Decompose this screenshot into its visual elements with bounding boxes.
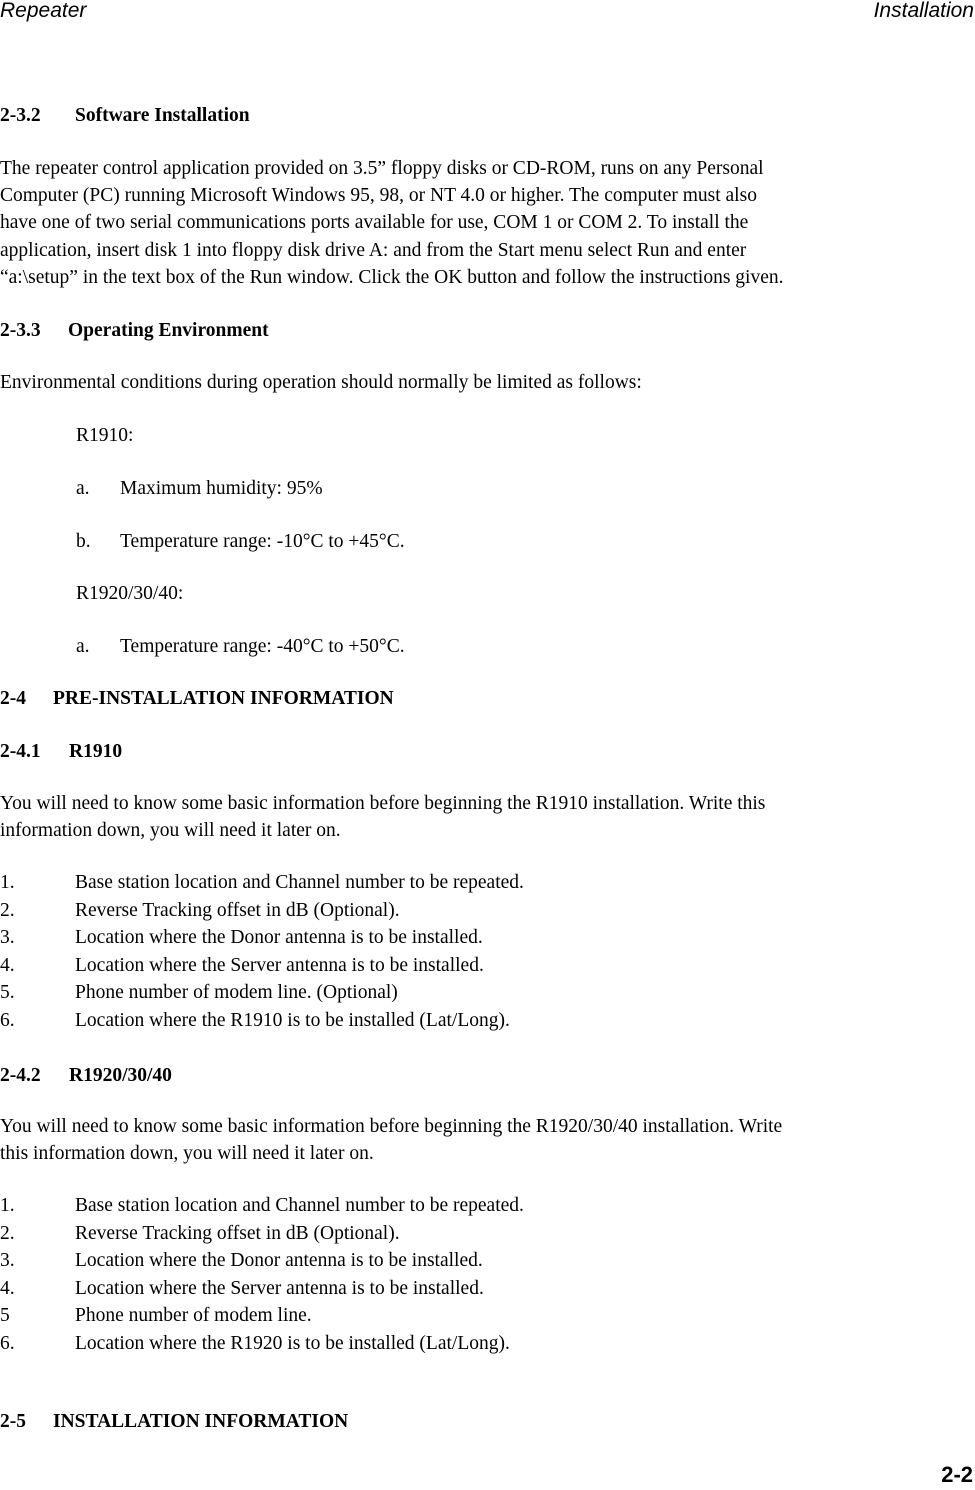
list-item: [0, 1192, 524, 1220]
paragraph-line: You will need to know some basic information before beginning the R1910 installation. Write this: [0, 793, 766, 814]
item-label: b.: [76, 531, 91, 552]
item-text: Temperature range: -40°C to +50°C.: [120, 636, 405, 657]
list-text: Reverse Tracking offset in dB (Optional).: [75, 1222, 400, 1244]
list-number: 5.: [0, 982, 15, 1003]
operating-environment-intro: Environmental conditions during operation should normally be limited as follows:: [0, 372, 642, 393]
section-title: PRE-INSTALLATION INFORMATION: [53, 688, 394, 709]
list-number: 4.: [0, 1277, 15, 1299]
r1920-info-list: [0, 1192, 524, 1357]
list-text: Reverse Tracking offset in dB (Optional).: [75, 899, 400, 921]
model-label-r1910: R1910:: [76, 425, 134, 446]
list-number: 3.: [0, 927, 15, 948]
list-item: [0, 979, 524, 1007]
section-heading-2-3-2: [0, 102, 250, 129]
list-text: Location where the Donor antenna is to be installed.: [75, 927, 483, 948]
list-number: 2.: [0, 899, 15, 921]
software-installation-paragraph: [0, 155, 965, 291]
section-heading-2-4-1: [0, 738, 122, 765]
r1920-intro-paragraph: [0, 1113, 965, 1167]
section-title: R1920/30/40: [69, 1065, 172, 1086]
section-number: 2-5: [0, 1411, 26, 1432]
list-text: Location where the R1910 is to be installed (Lat/Long).: [75, 1009, 510, 1031]
list-text: Phone number of modem line.: [75, 1305, 312, 1326]
paragraph-line: information down, you will need it later on.: [0, 820, 341, 842]
condition-item: [76, 528, 405, 555]
paragraph-line: have one of two serial communications ports available for use, COM 1 or COM 2. To install the: [0, 212, 749, 234]
list-item: [0, 952, 524, 980]
model-label-r1920: R1920/30/40:: [76, 583, 184, 604]
paragraph-line: application, insert disk 1 into floppy disk drive A: and from the Start menu select Run and enter: [0, 239, 747, 261]
section-title: Operating Environment: [68, 320, 269, 341]
list-number: 2.: [0, 1222, 15, 1244]
list-number: 3.: [0, 1250, 15, 1271]
section-title: Software Installation: [75, 105, 250, 126]
paragraph-line: You will need to know some basic information before beginning the R1920/30/40 installation. Write: [0, 1116, 783, 1137]
paragraph-line: “a:\setup” in the text box of the Run window. Click the OK button and follow the instructions given.: [0, 266, 784, 288]
list-item: [0, 897, 524, 925]
section-number: 2-4.1: [0, 741, 41, 762]
section-number: 2-3.3: [0, 320, 41, 341]
list-text: Base station location and Channel number to be repeated.: [75, 872, 524, 893]
list-text: Base station location and Channel number to be repeated.: [75, 1195, 524, 1216]
list-number: 1.: [0, 872, 15, 893]
item-text: Maximum humidity: 95%: [120, 478, 323, 499]
condition-item: [76, 633, 405, 660]
item-text: Temperature range: -10°C to +45°C.: [120, 531, 405, 552]
list-text: Location where the Donor antenna is to be installed.: [75, 1250, 483, 1271]
running-header-right: Installation: [873, 0, 974, 22]
running-header-left: Repeater: [0, 0, 87, 22]
condition-item: [76, 475, 323, 502]
section-number: 2-3.2: [0, 105, 41, 126]
section-title: R1910: [69, 741, 123, 762]
paragraph-line: this information down, you will need it later on.: [0, 1143, 374, 1165]
r1910-info-list: [0, 869, 524, 1034]
list-item: [0, 1220, 524, 1248]
section-number: 2-4: [0, 688, 26, 709]
list-item: [0, 924, 524, 952]
page-number: 2-2: [941, 1462, 973, 1487]
r1910-intro-paragraph: [0, 790, 965, 844]
section-heading-2-3-3: [0, 317, 269, 344]
list-item: [0, 869, 524, 897]
section-heading-2-4-2: [0, 1062, 172, 1089]
section-heading-2-5: [0, 1408, 348, 1435]
list-number: 6.: [0, 1009, 15, 1031]
list-item: [0, 1007, 524, 1035]
item-label: a.: [76, 478, 90, 499]
list-item: [0, 1247, 524, 1275]
list-number: 4.: [0, 954, 15, 976]
list-item: [0, 1302, 524, 1330]
list-text: Location where the Server antenna is to be installed.: [75, 1277, 484, 1299]
list-text: Phone number of modem line. (Optional): [75, 982, 398, 1003]
paragraph-line: The repeater control application provided on 3.5” floppy disks or CD-ROM, runs on any Personal: [0, 158, 764, 179]
list-text: Location where the Server antenna is to be installed.: [75, 954, 484, 976]
section-number: 2-4.2: [0, 1065, 41, 1086]
list-number: 1.: [0, 1195, 15, 1216]
section-heading-2-4: [0, 685, 394, 712]
section-title: INSTALLATION INFORMATION: [53, 1411, 349, 1432]
list-number: 5: [0, 1305, 10, 1326]
list-number: 6.: [0, 1332, 15, 1354]
list-text: Location where the R1920 is to be installed (Lat/Long).: [75, 1332, 510, 1354]
list-item: [0, 1275, 524, 1303]
list-item: [0, 1330, 524, 1358]
item-label: a.: [76, 636, 90, 657]
paragraph-line: Computer (PC) running Microsoft Windows 95, 98, or NT 4.0 or higher. The computer must also: [0, 185, 757, 207]
